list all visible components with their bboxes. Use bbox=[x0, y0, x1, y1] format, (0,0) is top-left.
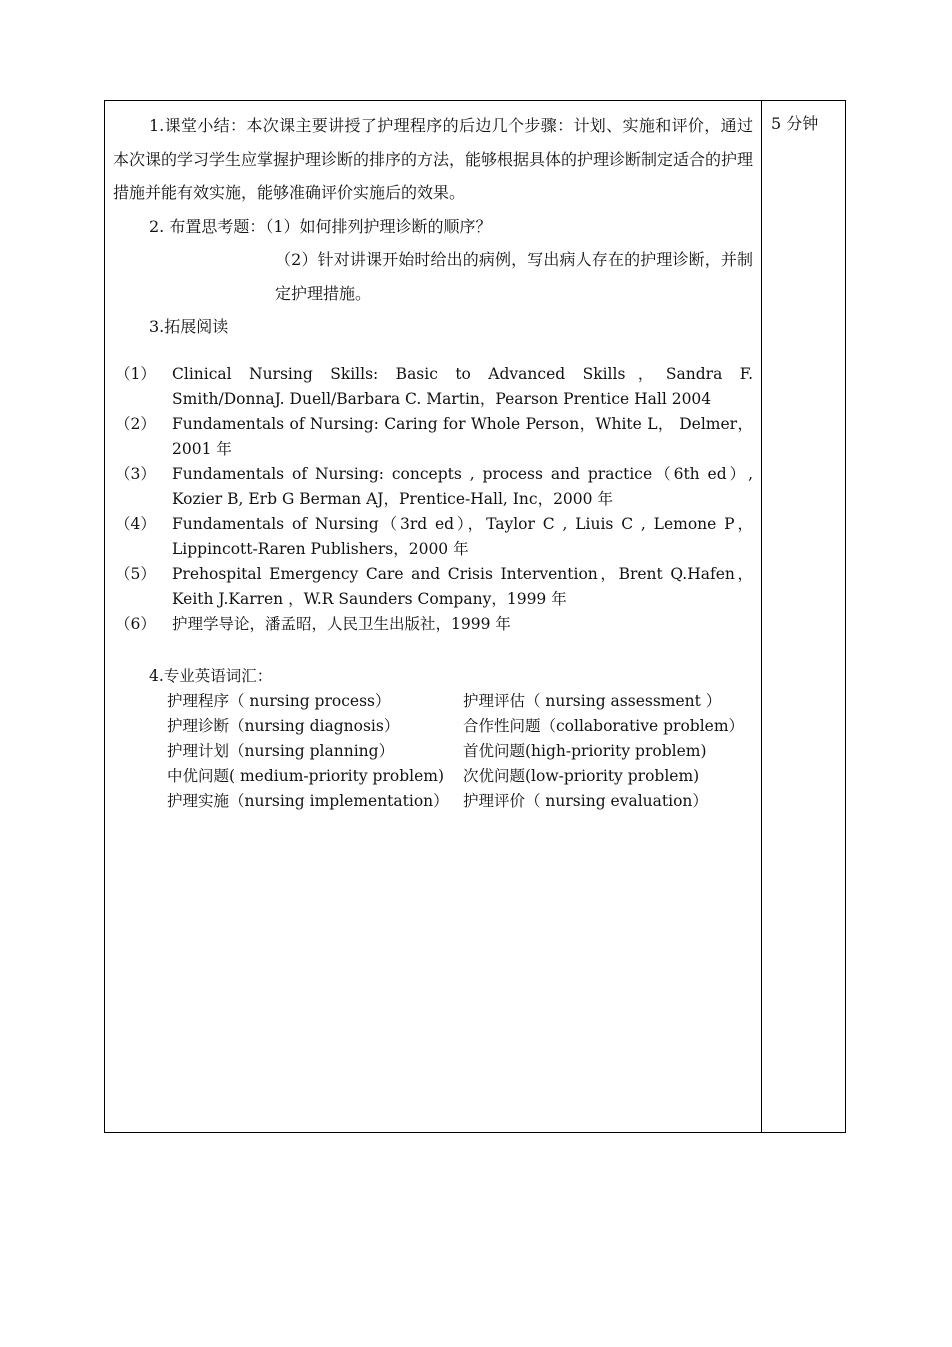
list-item bbox=[113, 512, 753, 562]
vocab-term: 护理评价（ nursing evaluation） bbox=[463, 791, 708, 810]
list-item bbox=[113, 562, 753, 612]
vocab-term: 护理计划（nursing planning） bbox=[167, 741, 395, 760]
ref-number: （6） bbox=[115, 614, 156, 633]
ref-text: 护理学导论，潘孟昭，人民卫生出版社，1999 年 bbox=[172, 614, 511, 633]
vocab-term: 护理程序（ nursing process） bbox=[167, 691, 391, 710]
ref-number: （3） bbox=[115, 464, 156, 483]
vocab-term: 次优问题(low-priority problem) bbox=[463, 766, 700, 785]
ref-number: （5） bbox=[115, 564, 156, 583]
time-cell: 5 分钟 bbox=[771, 114, 819, 133]
ref-number: （2） bbox=[115, 414, 156, 433]
vocab-term: 护理评估（ nursing assessment ） bbox=[463, 691, 722, 710]
vocab-term: 中优问题( medium-priority problem) bbox=[167, 766, 445, 785]
homework-line-2-text: （2）针对讲课开始时给出的病例，写出病人存在的护理诊断，并制定护理措施。 bbox=[275, 250, 753, 303]
ref-text: Fundamentals of Nursing: Caring for Whole Person，White L， Delmer，2001 年 bbox=[172, 414, 753, 458]
list-item bbox=[113, 412, 753, 462]
lesson-table bbox=[104, 100, 846, 1133]
homework-line-2 bbox=[113, 243, 753, 310]
ref-text: Fundamentals of Nursing（3rd ed），Taylor C , Liuis C , Lemone P，Lippincott-Raren Publishers，2000 年 bbox=[172, 514, 753, 558]
vocab-term: 首优问题(high-priority problem) bbox=[463, 741, 707, 760]
column-divider bbox=[761, 101, 762, 1132]
list-item bbox=[113, 612, 753, 637]
ref-text: Clinical Nursing Skills: Basic to Advanced Skills，Sandra F. Smith/DonnaJ. Duell/Barbara C. Martin，Pearson Prentice Hall 2004 bbox=[172, 364, 753, 408]
homework-line-1: 2. 布置思考题：（1）如何排列护理诊断的顺序？ bbox=[149, 216, 492, 236]
reading-title: 3.拓展阅读 bbox=[149, 317, 229, 336]
reference-list bbox=[113, 362, 753, 637]
main-cell bbox=[113, 109, 753, 814]
list-item bbox=[113, 362, 753, 412]
summary-paragraph: 1.课堂小结：本次课主要讲授了护理程序的后边几个步骤：计划、实施和评价，通过本次课的学习学生应掌握护理诊断的排序的方法，能够根据具体的护理诊断制定适合的护理措施并能有效实施，能够准确评价实施后的效果。 bbox=[113, 116, 754, 202]
vocab-term: 护理诊断（nursing diagnosis） bbox=[167, 716, 400, 735]
vocab-grid bbox=[113, 689, 753, 814]
ref-text: Fundamentals of Nursing: concepts , process and practice（6th ed）, Kozier B, Erb G Berman AJ，Prentice-Hall, Inc，2000 年 bbox=[172, 464, 753, 508]
ref-number: （1） bbox=[115, 364, 156, 383]
list-item bbox=[113, 462, 753, 512]
vocab-title: 4.专业英语词汇： bbox=[149, 666, 273, 685]
vocab-term: 护理实施（nursing implementation） bbox=[167, 791, 449, 810]
ref-text: Prehospital Emergency Care and Crisis Intervention，Brent Q.Hafen，Keith J.Karren ，W.R Saunders Company，1999 年 bbox=[172, 564, 753, 608]
vocab-term: 合作性问题（collaborative problem） bbox=[463, 716, 745, 735]
ref-number: （4） bbox=[115, 514, 156, 533]
